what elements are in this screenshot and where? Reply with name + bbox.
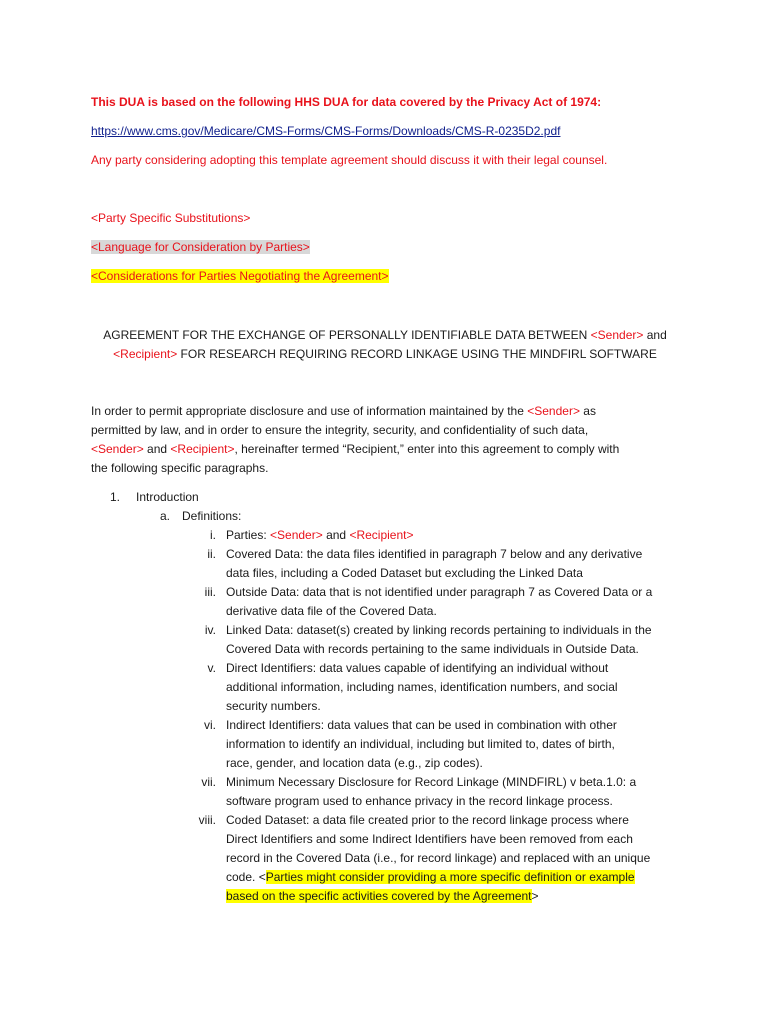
definition-indirect-identifiers-line3: race, gender, and location data (e.g., zip codes). xyxy=(226,756,483,770)
definition-outside-data-line2: derivative data file of the Covered Data. xyxy=(226,604,437,618)
preamble-line1 xyxy=(91,403,596,419)
definition-direct-identifiers-line3: security numbers. xyxy=(226,699,321,713)
dua-basis-note: This DUA is based on the following HHS DUA for data covered by the Privacy Act of 1974: xyxy=(91,95,602,109)
preamble-text: and xyxy=(143,442,171,456)
legend-considerations-negotiating xyxy=(91,268,389,284)
preamble-sender: <Sender> xyxy=(91,442,144,456)
title-recipient: <Recipient> xyxy=(113,347,178,361)
preamble-recipient: <Recipient> xyxy=(170,442,235,456)
definition-coded-dataset-line4 xyxy=(226,869,635,885)
item-numeral: iii. xyxy=(204,585,216,599)
definition-direct-identifiers-line2: additional information, including names, identification numbers, and social xyxy=(226,680,618,694)
preamble-line2: permitted by law, and in order to ensure the integrity, security, and confidentiality of such data, xyxy=(91,423,589,437)
cms-dua-link[interactable]: https://www.cms.gov/Medicare/CMS-Forms/CMS-Forms/Downloads/CMS-R-0235D2.pdf xyxy=(91,124,561,138)
preamble-text: In order to permit appropriate disclosure and use of information maintained by the xyxy=(91,404,528,418)
item-numeral: vii. xyxy=(201,775,216,789)
legend-considerations-negotiating-text: <Considerations for Parties Negotiating the Agreement> xyxy=(91,269,389,283)
definition-linked-data-line1: Linked Data: dataset(s) created by linking records pertaining to individuals in the xyxy=(226,623,652,637)
legal-counsel-note: Any party considering adopting this template agreement should discuss it with their legal counsel. xyxy=(91,153,608,167)
title-text-c: FOR RESEARCH REQUIRING RECORD LINKAGE USING THE MINDFIRL SOFTWARE xyxy=(177,347,657,361)
agreement-title-line1 xyxy=(0,327,770,343)
definition-covered-data-line2: data files, including a Coded Dataset but excluding the Linked Data xyxy=(226,566,583,580)
subsection-letter: a. xyxy=(160,509,171,523)
title-text-b: and xyxy=(643,328,667,342)
preamble-sender: <Sender> xyxy=(527,404,580,418)
definition-text: Parties: xyxy=(226,528,271,542)
preamble-line3 xyxy=(91,441,619,457)
agreement-title-line2 xyxy=(0,346,770,362)
definition-text: code. < xyxy=(226,870,266,884)
definition-covered-data-line1: Covered Data: the data files identified in paragraph 7 below and any derivative xyxy=(226,547,643,561)
definition-coded-dataset-line3: record in the Covered Data (i.e., for record linkage) and replaced with an unique xyxy=(226,851,651,865)
definition-outside-data-line1: Outside Data: data that is not identified under paragraph 7 as Covered Data or a xyxy=(226,585,653,599)
item-numeral: ii. xyxy=(207,547,216,561)
section-title: Introduction xyxy=(136,490,199,504)
definition-text: > xyxy=(531,889,539,903)
legend-language-consideration xyxy=(91,239,310,255)
section-number: 1. xyxy=(110,490,121,504)
preamble-text: , hereinafter termed “Recipient,” enter into this agreement to comply with xyxy=(234,442,620,456)
definition-coded-dataset-line5 xyxy=(226,888,539,904)
definition-coded-dataset-line2: Direct Identifiers and some Indirect Identifiers have been removed from each xyxy=(226,832,633,846)
negotiation-consideration-highlight: Parties might consider providing a more specific definition or example xyxy=(265,870,635,884)
definition-linked-data-line2: Covered Data with records pertaining to the same individuals in Outside Data. xyxy=(226,642,639,656)
definition-direct-identifiers-line1: Direct Identifiers: data values capable of identifying an individual without xyxy=(226,661,609,675)
preamble-text: as xyxy=(579,404,596,418)
definition-mindfirl-line1: Minimum Necessary Disclosure for Record Linkage (MINDFIRL) v beta.1.0: a xyxy=(226,775,637,789)
definition-text: and xyxy=(322,528,350,542)
item-numeral: viii. xyxy=(198,813,216,827)
item-numeral: v. xyxy=(207,661,216,675)
definition-indirect-identifiers-line1: Indirect Identifiers: data values that can be used in combination with other xyxy=(226,718,617,732)
definition-indirect-identifiers-line2: information to identify an individual, including but limited to, dates of birth, xyxy=(226,737,615,751)
definition-sender: <Sender> xyxy=(270,528,323,542)
preamble-line4: the following specific paragraphs. xyxy=(91,461,269,475)
item-numeral: i. xyxy=(210,528,216,542)
definition-recipient: <Recipient> xyxy=(349,528,414,542)
definition-mindfirl-line2: software program used to enhance privacy in the record linkage process. xyxy=(226,794,613,808)
negotiation-consideration-highlight: based on the specific activities covered by the Agreement xyxy=(226,889,532,903)
item-numeral: iv. xyxy=(204,623,216,637)
definition-coded-dataset-line1: Coded Dataset: a data file created prior to the record linkage process where xyxy=(226,813,629,827)
title-text-a: AGREEMENT FOR THE EXCHANGE OF PERSONALLY IDENTIFIABLE DATA BETWEEN xyxy=(103,328,591,342)
subsection-title: Definitions: xyxy=(182,509,242,523)
item-numeral: vi. xyxy=(204,718,216,732)
title-sender: <Sender> xyxy=(590,328,644,342)
legend-language-consideration-text: <Language for Consideration by Parties> xyxy=(91,240,310,254)
definition-parties xyxy=(226,527,413,543)
legend-party-specific: <Party Specific Substitutions> xyxy=(91,211,251,225)
